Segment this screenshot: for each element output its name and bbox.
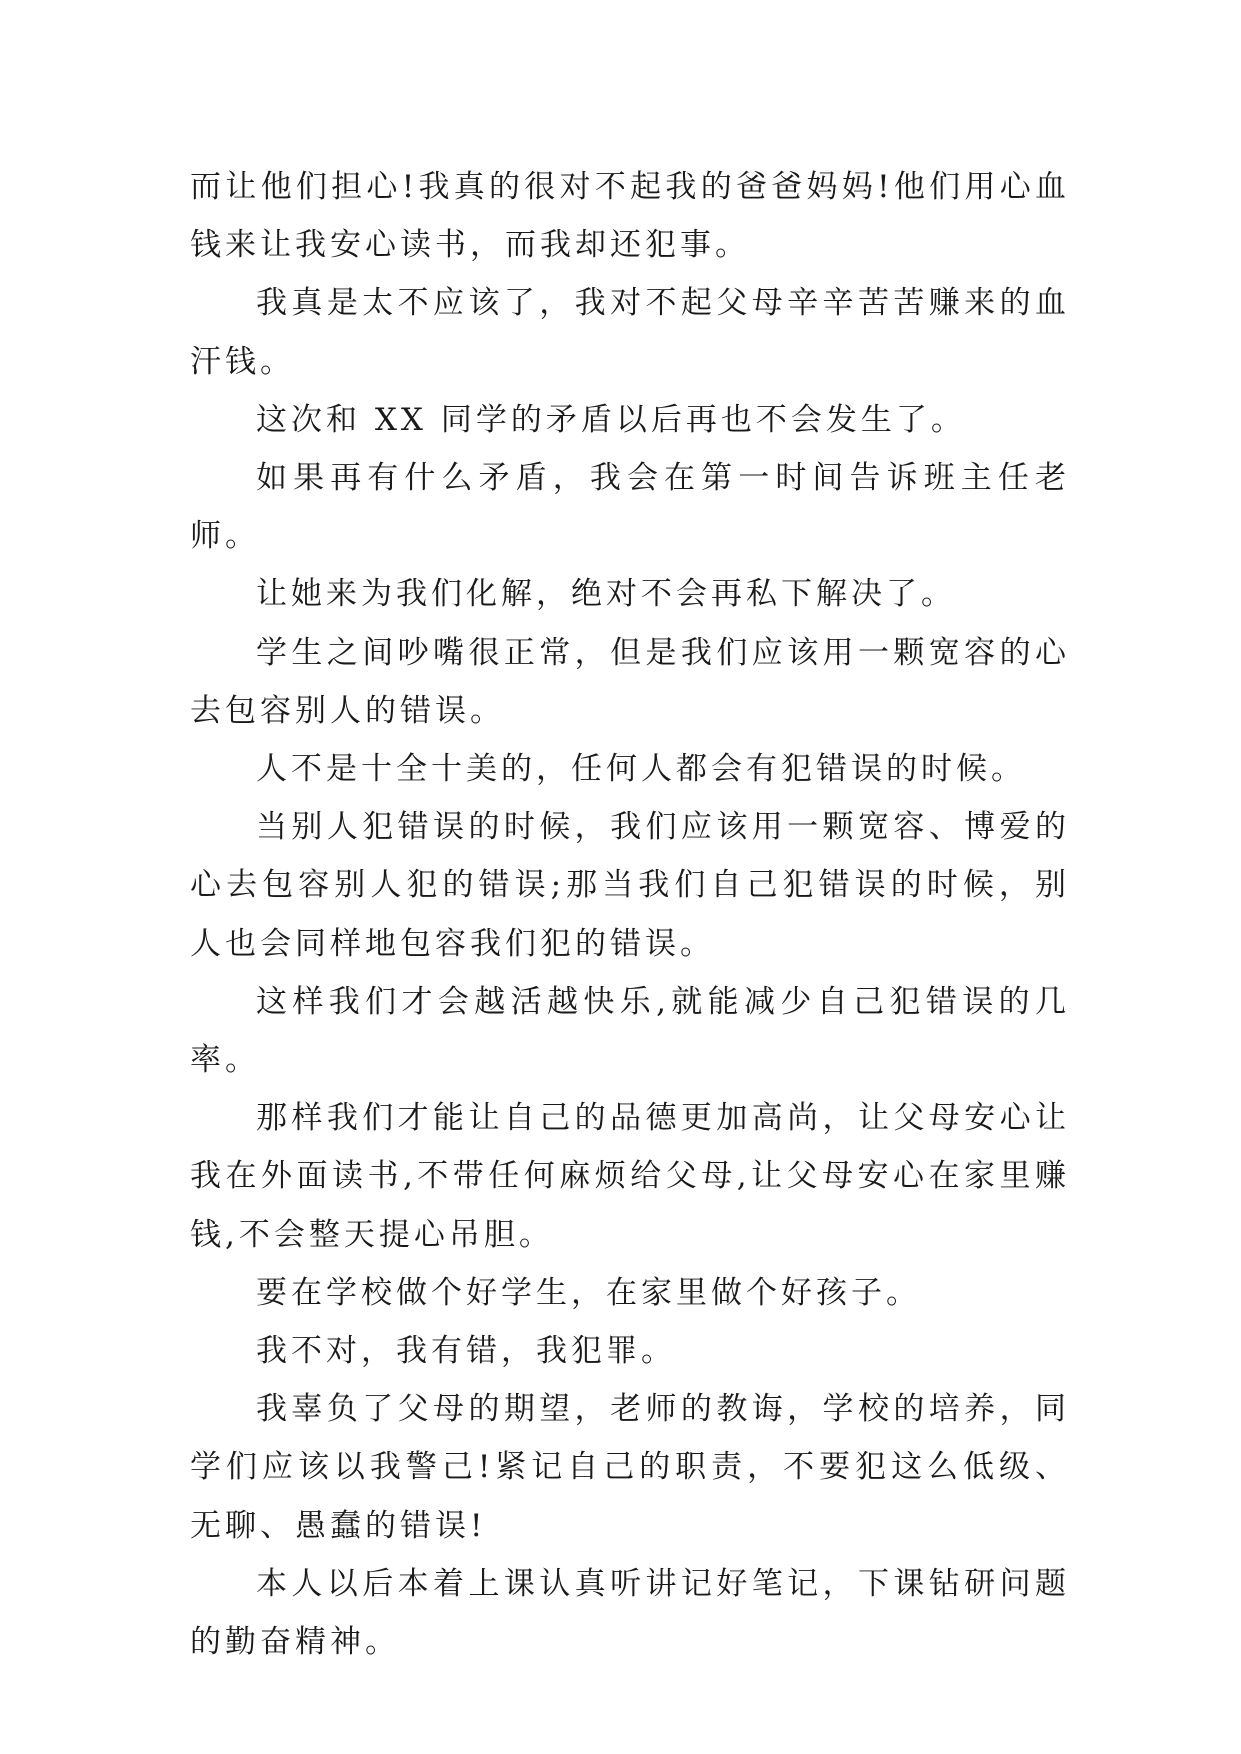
document-body [190, 158, 1070, 1671]
paragraph: 那样我们才能让自己的品德更加高尚，让父母安心让我在外面读书,不带任何麻烦给父母,让父母安心在家里赚钱,不会整天提心吊胆。 [190, 1100, 1070, 1253]
paragraph: 我真是太不应该了，我对不起父母辛辛苦苦赚来的血汗钱。 [190, 285, 1070, 380]
paragraph: 本人以后本着上课认真听讲记好笔记，下课钻研问题的勤奋精神。 [190, 1565, 1070, 1661]
paragraph: 而让他们担心!我真的很对不起我的爸爸妈妈!他们用心血钱来让我安心读书，而我却还犯事。 [190, 169, 1070, 264]
paragraph: 这样我们才会越活越快乐,就能减少自己犯错误的几率。 [190, 983, 1070, 1079]
paragraph: 人不是十全十美的，任何人都会有犯错误的时候。 [256, 751, 1026, 788]
paragraph: 当别人犯错误的时候，我们应该用一颗宽容、博爱的心去包容别人犯的错误;那当我们自己犯错误的时候，别人也会同样地包容我们犯的错误。 [190, 809, 1070, 962]
paragraph: 如果再有什么矛盾，我会在第一时间告诉班主任老师。 [190, 460, 1070, 555]
paragraph: 要在学校做个好学生，在家里做个好孩子。 [256, 1274, 921, 1311]
paragraph: 我辜负了父母的期望，老师的教诲，学校的培养，同学们应该以我警己!紧记自己的职责，不要犯这么低级、无聊、愚蠢的错误! [190, 1391, 1070, 1544]
paragraph: 这次和 XX 同学的矛盾以后再也不会发生了。 [256, 401, 966, 438]
paragraph: 我不对，我有错，我犯罪。 [256, 1333, 676, 1370]
paragraph: 让她来为我们化解，绝对不会再私下解决了。 [256, 576, 956, 613]
paragraph: 学生之间吵嘴很正常，但是我们应该用一颗宽容的心去包容别人的错误。 [190, 634, 1070, 729]
